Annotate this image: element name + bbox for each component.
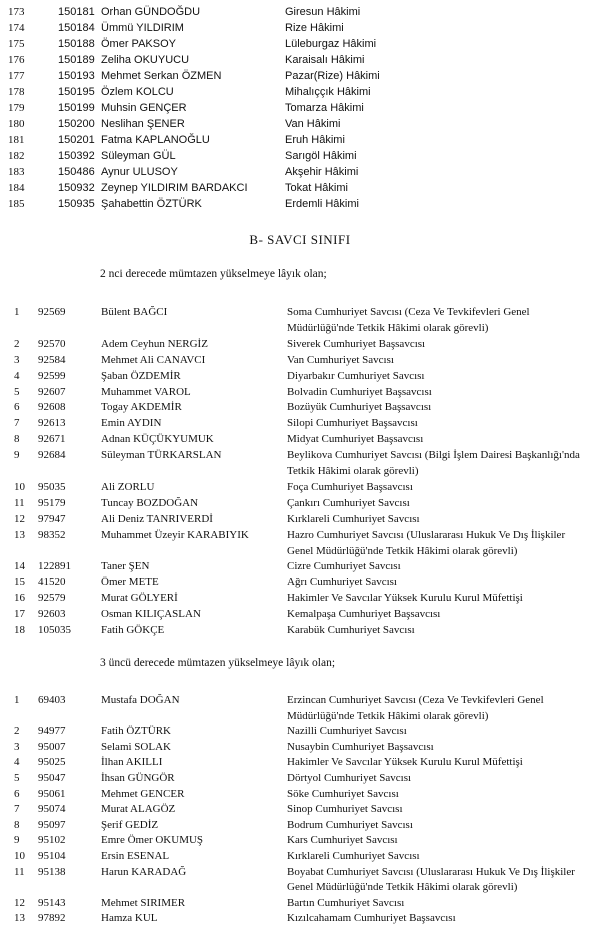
person-name: Ümmü YILDIRIM xyxy=(101,22,184,34)
sicil-number: 92584 xyxy=(38,353,66,366)
sicil-number: 95047 xyxy=(38,772,66,784)
table-row xyxy=(0,527,600,543)
position: Foça Cumhuriyet Başsavcısı xyxy=(287,480,413,493)
sicil-number: 105035 xyxy=(38,624,71,636)
row-number: 13 xyxy=(14,528,25,541)
person-name: Harun KARADAĞ xyxy=(101,865,187,878)
row-number: 10 xyxy=(14,850,25,862)
sicil-number: 150189 xyxy=(58,54,95,66)
person-name: Mehmet Serkan ÖZMEN xyxy=(101,70,222,82)
row-number: 4 xyxy=(14,369,20,382)
person-name: İlhan AKILLI xyxy=(101,756,163,769)
person-name: Süleyman TÜRKARSLAN xyxy=(101,449,222,462)
row-number: 1 xyxy=(14,694,20,706)
table-row-continuation xyxy=(0,320,600,336)
row-number: 6 xyxy=(14,401,20,414)
position: Mihalıççık Hâkimi xyxy=(285,86,371,98)
row-number: 12 xyxy=(14,896,25,909)
table-row xyxy=(0,4,600,20)
position: Siverek Cumhuriyet Başsavcısı xyxy=(287,337,426,350)
sicil-number: 150392 xyxy=(58,150,95,162)
table-row xyxy=(0,910,600,926)
table-row-continuation xyxy=(0,543,600,559)
table-row xyxy=(0,431,600,447)
table-row xyxy=(0,864,600,880)
position: Cizre Cumhuriyet Savcısı xyxy=(287,560,401,573)
sicil-number: 95097 xyxy=(38,818,66,831)
sicil-number: 122891 xyxy=(38,560,71,573)
table-row xyxy=(0,368,600,384)
position: Soma Cumhuriyet Savcısı (Ceza Ve Tevkifevleri Genel xyxy=(287,306,530,318)
sicil-number: 95025 xyxy=(38,756,66,769)
position: Beylikova Cumhuriyet Savcısı (Bilgi İşlem Dairesi Başkanlığı'nda xyxy=(287,449,580,462)
table-row xyxy=(0,622,600,638)
row-number: 181 xyxy=(8,134,25,146)
table-row xyxy=(0,415,600,431)
sicil-number: 150195 xyxy=(58,86,95,98)
row-number: 2 xyxy=(14,725,20,738)
position: Pazar(Rize) Hâkimi xyxy=(285,70,380,82)
table-row xyxy=(0,574,600,590)
row-number: 5 xyxy=(14,772,20,784)
row-number: 174 xyxy=(8,22,25,34)
row-number: 2 xyxy=(14,337,20,350)
position-continued: Tetkik Hâkimi olarak görevli) xyxy=(287,465,419,477)
table-row xyxy=(0,116,600,132)
person-name: Fatma KAPLANOĞLU xyxy=(101,134,210,146)
table-row-continuation xyxy=(0,708,600,724)
person-name: Emre Ömer OKUMUŞ xyxy=(101,834,204,847)
sicil-number: 92579 xyxy=(38,592,66,605)
row-number: 16 xyxy=(14,592,25,605)
position: Silopi Cumhuriyet Başsavcısı xyxy=(287,417,418,430)
row-number: 14 xyxy=(14,560,25,573)
row-number: 177 xyxy=(8,70,25,82)
sicil-number: 95179 xyxy=(38,496,66,509)
sicil-number: 95061 xyxy=(38,787,66,800)
table-row xyxy=(0,84,600,100)
person-name: Süleyman GÜL xyxy=(101,150,176,162)
person-name: Şaban ÖZDEMİR xyxy=(101,369,181,382)
sicil-number: 69403 xyxy=(38,694,66,706)
table-row xyxy=(0,180,600,196)
person-name: Neslihan ŞENER xyxy=(101,118,185,130)
table-row xyxy=(0,770,600,786)
sicil-number: 150181 xyxy=(58,6,95,18)
sicil-number: 95035 xyxy=(38,480,66,493)
table-row-continuation xyxy=(0,463,600,479)
table-row xyxy=(0,723,600,739)
position-continued: Müdürlüğü'nde Tetkik Hâkimi olarak görevli) xyxy=(287,709,489,722)
person-name: Emin AYDIN xyxy=(101,417,162,430)
row-number: 179 xyxy=(8,102,25,114)
position: Midyat Cumhuriyet Başsavcısı xyxy=(287,433,424,446)
position: Hakimler Ve Savcılar Yüksek Kurulu Kurul Müfettişi xyxy=(287,756,523,769)
row-number: 4 xyxy=(14,756,20,769)
row-number: 10 xyxy=(14,480,25,493)
position: Boyabat Cumhuriyet Savcısı (Uluslararası Hukuk Ve Dış İlişkiler xyxy=(287,865,575,878)
person-name: Fatih ÖZTÜRK xyxy=(101,725,171,738)
person-name: İhsan GÜNGÖR xyxy=(101,772,175,784)
position: Bartın Cumhuriyet Savcısı xyxy=(287,896,405,909)
table-row xyxy=(0,148,600,164)
position: Bodrum Cumhuriyet Savcısı xyxy=(287,818,413,831)
person-name: Adem Ceyhun NERGİZ xyxy=(101,337,208,350)
table-row xyxy=(0,196,600,212)
person-name: Mehmet GENCER xyxy=(101,787,185,800)
position: Ağrı Cumhuriyet Savcısı xyxy=(287,576,397,589)
row-number: 18 xyxy=(14,624,25,636)
sicil-number: 92570 xyxy=(38,337,66,350)
sicil-number: 150184 xyxy=(58,22,95,34)
position: Bozüyük Cumhuriyet Başsavcısı xyxy=(287,401,432,414)
position: Kırklareli Cumhuriyet Savcısı xyxy=(287,850,420,862)
sicil-number: 150199 xyxy=(58,102,95,114)
position: Karaisalı Hâkimi xyxy=(285,54,365,66)
row-number: 185 xyxy=(8,198,25,210)
row-number: 178 xyxy=(8,86,25,98)
sicil-number: 97947 xyxy=(38,512,66,525)
person-name: Adnan KÜÇÜKYUMUK xyxy=(101,433,214,446)
position: Van Hâkimi xyxy=(285,118,341,130)
table-row xyxy=(0,606,600,622)
row-number: 176 xyxy=(8,54,25,66)
person-name: Muhsin GENÇER xyxy=(101,102,187,114)
table-row xyxy=(0,384,600,400)
sicil-number: 92607 xyxy=(38,385,66,398)
position: Van Cumhuriyet Savcısı xyxy=(287,353,394,366)
sicil-number: 97892 xyxy=(38,912,66,925)
table-row xyxy=(0,447,600,463)
table-row xyxy=(0,20,600,36)
person-name: Ömer PAKSOY xyxy=(101,38,176,50)
position: Hakimler Ve Savcılar Yüksek Kurulu Kurul Müfettişi xyxy=(287,592,523,605)
row-number: 11 xyxy=(14,496,25,509)
person-name: Taner ŞEN xyxy=(101,560,150,573)
row-number: 13 xyxy=(14,912,25,925)
table-row xyxy=(0,739,600,755)
position: Sinop Cumhuriyet Savcısı xyxy=(287,803,403,816)
table-row xyxy=(0,801,600,817)
sicil-number: 95104 xyxy=(38,850,66,862)
position: Erzincan Cumhuriyet Savcısı (Ceza Ve Tevkifevleri Genel xyxy=(287,694,544,706)
row-number: 173 xyxy=(8,6,25,18)
row-number: 9 xyxy=(14,449,20,462)
position: Hazro Cumhuriyet Savcısı (Uluslararası Hukuk Ve Dış İlişkiler xyxy=(287,528,566,541)
sicil-number: 92569 xyxy=(38,306,66,318)
row-number: 5 xyxy=(14,385,20,398)
position: Nusaybin Cumhuriyet Başsavcısı xyxy=(287,740,434,753)
person-name: Tuncay BOZDOĞAN xyxy=(101,496,199,509)
table-row xyxy=(0,817,600,833)
table-row xyxy=(0,832,600,848)
table-row xyxy=(0,68,600,84)
savci-section-title: B- SAVCI SINIFI xyxy=(249,232,351,247)
sicil-number: 150200 xyxy=(58,118,95,130)
sicil-number: 92613 xyxy=(38,417,66,430)
table-row xyxy=(0,895,600,911)
position: Lüleburgaz Hâkimi xyxy=(285,38,377,50)
sicil-number: 92684 xyxy=(38,449,66,462)
person-name: Ali Deniz TANRIVERDİ xyxy=(101,512,213,525)
person-name: Mehmet Ali CANAVCI xyxy=(101,353,206,366)
position: Kemalpaşa Cumhuriyet Başsavcısı xyxy=(287,608,441,621)
row-number: 15 xyxy=(14,576,25,589)
row-number: 180 xyxy=(8,118,25,130)
person-name: Murat GÖLYERİ xyxy=(101,592,178,605)
row-number: 1 xyxy=(14,306,20,318)
table-row xyxy=(0,352,600,368)
position: Akşehir Hâkimi xyxy=(285,166,359,178)
row-number: 8 xyxy=(14,433,20,446)
table-row xyxy=(0,164,600,180)
person-name: Ali ZORLU xyxy=(101,480,155,493)
person-name: Ömer METE xyxy=(101,576,159,589)
position: Bolvadin Cumhuriyet Başsavcısı xyxy=(287,385,432,398)
sicil-number: 95102 xyxy=(38,834,66,847)
person-name: Zeynep YILDIRIM BARDAKCI xyxy=(101,182,248,194)
sicil-number: 95138 xyxy=(38,865,66,878)
person-name: Şerif GEDİZ xyxy=(101,818,159,831)
person-name: Mehmet SIRIMER xyxy=(101,896,186,909)
table-row xyxy=(0,36,600,52)
sicil-number: 150201 xyxy=(58,134,95,146)
person-name: Muhammet VAROL xyxy=(101,385,191,398)
table-row xyxy=(0,304,600,320)
row-number: 3 xyxy=(14,740,20,753)
sicil-number: 41520 xyxy=(38,576,66,589)
row-number: 11 xyxy=(14,865,25,878)
sicil-number: 150486 xyxy=(58,166,95,178)
position: Erdemli Hâkimi xyxy=(285,198,359,210)
table-row xyxy=(0,100,600,116)
row-number: 182 xyxy=(8,150,25,162)
sicil-number: 95007 xyxy=(38,740,66,753)
position-continued: Genel Müdürlüğü'nde Tetkik Hâkimi olarak görevli) xyxy=(287,544,518,557)
position: Rize Hâkimi xyxy=(285,22,344,34)
position: Tomarza Hâkimi xyxy=(285,102,364,114)
table-row xyxy=(0,848,600,864)
person-name: Bülent BAĞCI xyxy=(101,306,168,318)
sicil-number: 150193 xyxy=(58,70,95,82)
row-number: 3 xyxy=(14,353,20,366)
person-name: Mustafa DOĞAN xyxy=(101,694,180,706)
row-number: 6 xyxy=(14,787,20,800)
person-name: Murat ALAGÖZ xyxy=(101,803,176,816)
person-name: Aynur ULUSOY xyxy=(101,166,178,178)
table-row xyxy=(0,132,600,148)
person-name: Şahabettin ÖZTÜRK xyxy=(101,198,202,210)
row-number: 8 xyxy=(14,818,20,831)
position-continued: Müdürlüğü'nde Tetkik Hâkimi olarak görevli) xyxy=(287,321,489,334)
sicil-number: 92603 xyxy=(38,608,66,621)
position: Diyarbakır Cumhuriyet Savcısı xyxy=(287,369,425,382)
row-number: 183 xyxy=(8,166,25,178)
sicil-number: 150935 xyxy=(58,198,95,210)
table-row xyxy=(0,590,600,606)
sicil-number: 150188 xyxy=(58,38,95,50)
person-name: Muhammet Üzeyir KARABIYIK xyxy=(101,528,249,541)
sicil-number: 94977 xyxy=(38,725,66,738)
row-number: 7 xyxy=(14,417,20,430)
sicil-number: 95143 xyxy=(38,896,66,909)
position: Tokat Hâkimi xyxy=(285,182,348,194)
sicil-number: 150932 xyxy=(58,182,95,194)
sicil-number: 92608 xyxy=(38,401,66,414)
group2-heading: 3 üncü derecede mümtazen yükselmeye lâyık olan; xyxy=(100,657,336,669)
position: Kırklareli Cumhuriyet Savcısı xyxy=(287,512,420,525)
table-row xyxy=(0,558,600,574)
person-name: Özlem KOLCU xyxy=(101,86,174,98)
position: Giresun Hâkimi xyxy=(285,6,361,18)
person-name: Orhan GÜNDOĞDU xyxy=(101,6,201,18)
table-row xyxy=(0,754,600,770)
person-name: Hamza KUL xyxy=(101,912,158,925)
sicil-number: 92599 xyxy=(38,369,66,382)
row-number: 12 xyxy=(14,512,25,525)
table-row xyxy=(0,495,600,511)
person-name: Togay AKDEMİR xyxy=(101,401,182,414)
position: Sarıgöl Hâkimi xyxy=(285,150,357,162)
position: Kızılcahamam Cumhuriyet Başsavcısı xyxy=(287,912,456,925)
position: Söke Cumhuriyet Savcısı xyxy=(287,787,399,800)
person-name: Ersin ESENAL xyxy=(101,850,170,862)
position-continued: Genel Müdürlüğü'nde Tetkik Hâkimi olarak görevli) xyxy=(287,881,518,894)
person-name: Osman KILIÇASLAN xyxy=(101,608,201,621)
person-name: Zeliha OKUYUCU xyxy=(101,54,190,66)
table-row xyxy=(0,479,600,495)
position: Dörtyol Cumhuriyet Savcısı xyxy=(287,772,412,784)
position: Nazilli Cumhuriyet Savcısı xyxy=(287,725,407,738)
table-row xyxy=(0,399,600,415)
row-number: 175 xyxy=(8,38,25,50)
table-row xyxy=(0,336,600,352)
position: Eruh Hâkimi xyxy=(285,134,345,146)
row-number: 7 xyxy=(14,803,20,816)
sicil-number: 92671 xyxy=(38,433,66,446)
row-number: 184 xyxy=(8,182,25,194)
sicil-number: 95074 xyxy=(38,803,66,816)
row-number: 17 xyxy=(14,608,25,621)
group1-heading: 2 nci derecede mümtazen yükselmeye lâyık olan; xyxy=(100,268,327,280)
row-number: 9 xyxy=(14,834,20,847)
person-name: Fatih GÖKÇE xyxy=(101,624,165,636)
table-row xyxy=(0,52,600,68)
person-name: Selami SOLAK xyxy=(101,740,171,753)
position: Kars Cumhuriyet Savcısı xyxy=(287,834,398,847)
table-row xyxy=(0,511,600,527)
position: Çankırı Cumhuriyet Savcısı xyxy=(287,496,410,509)
table-row-continuation xyxy=(0,879,600,895)
table-row xyxy=(0,786,600,802)
sicil-number: 98352 xyxy=(38,528,66,541)
position: Karabük Cumhuriyet Savcısı xyxy=(287,624,415,636)
table-row xyxy=(0,692,600,708)
